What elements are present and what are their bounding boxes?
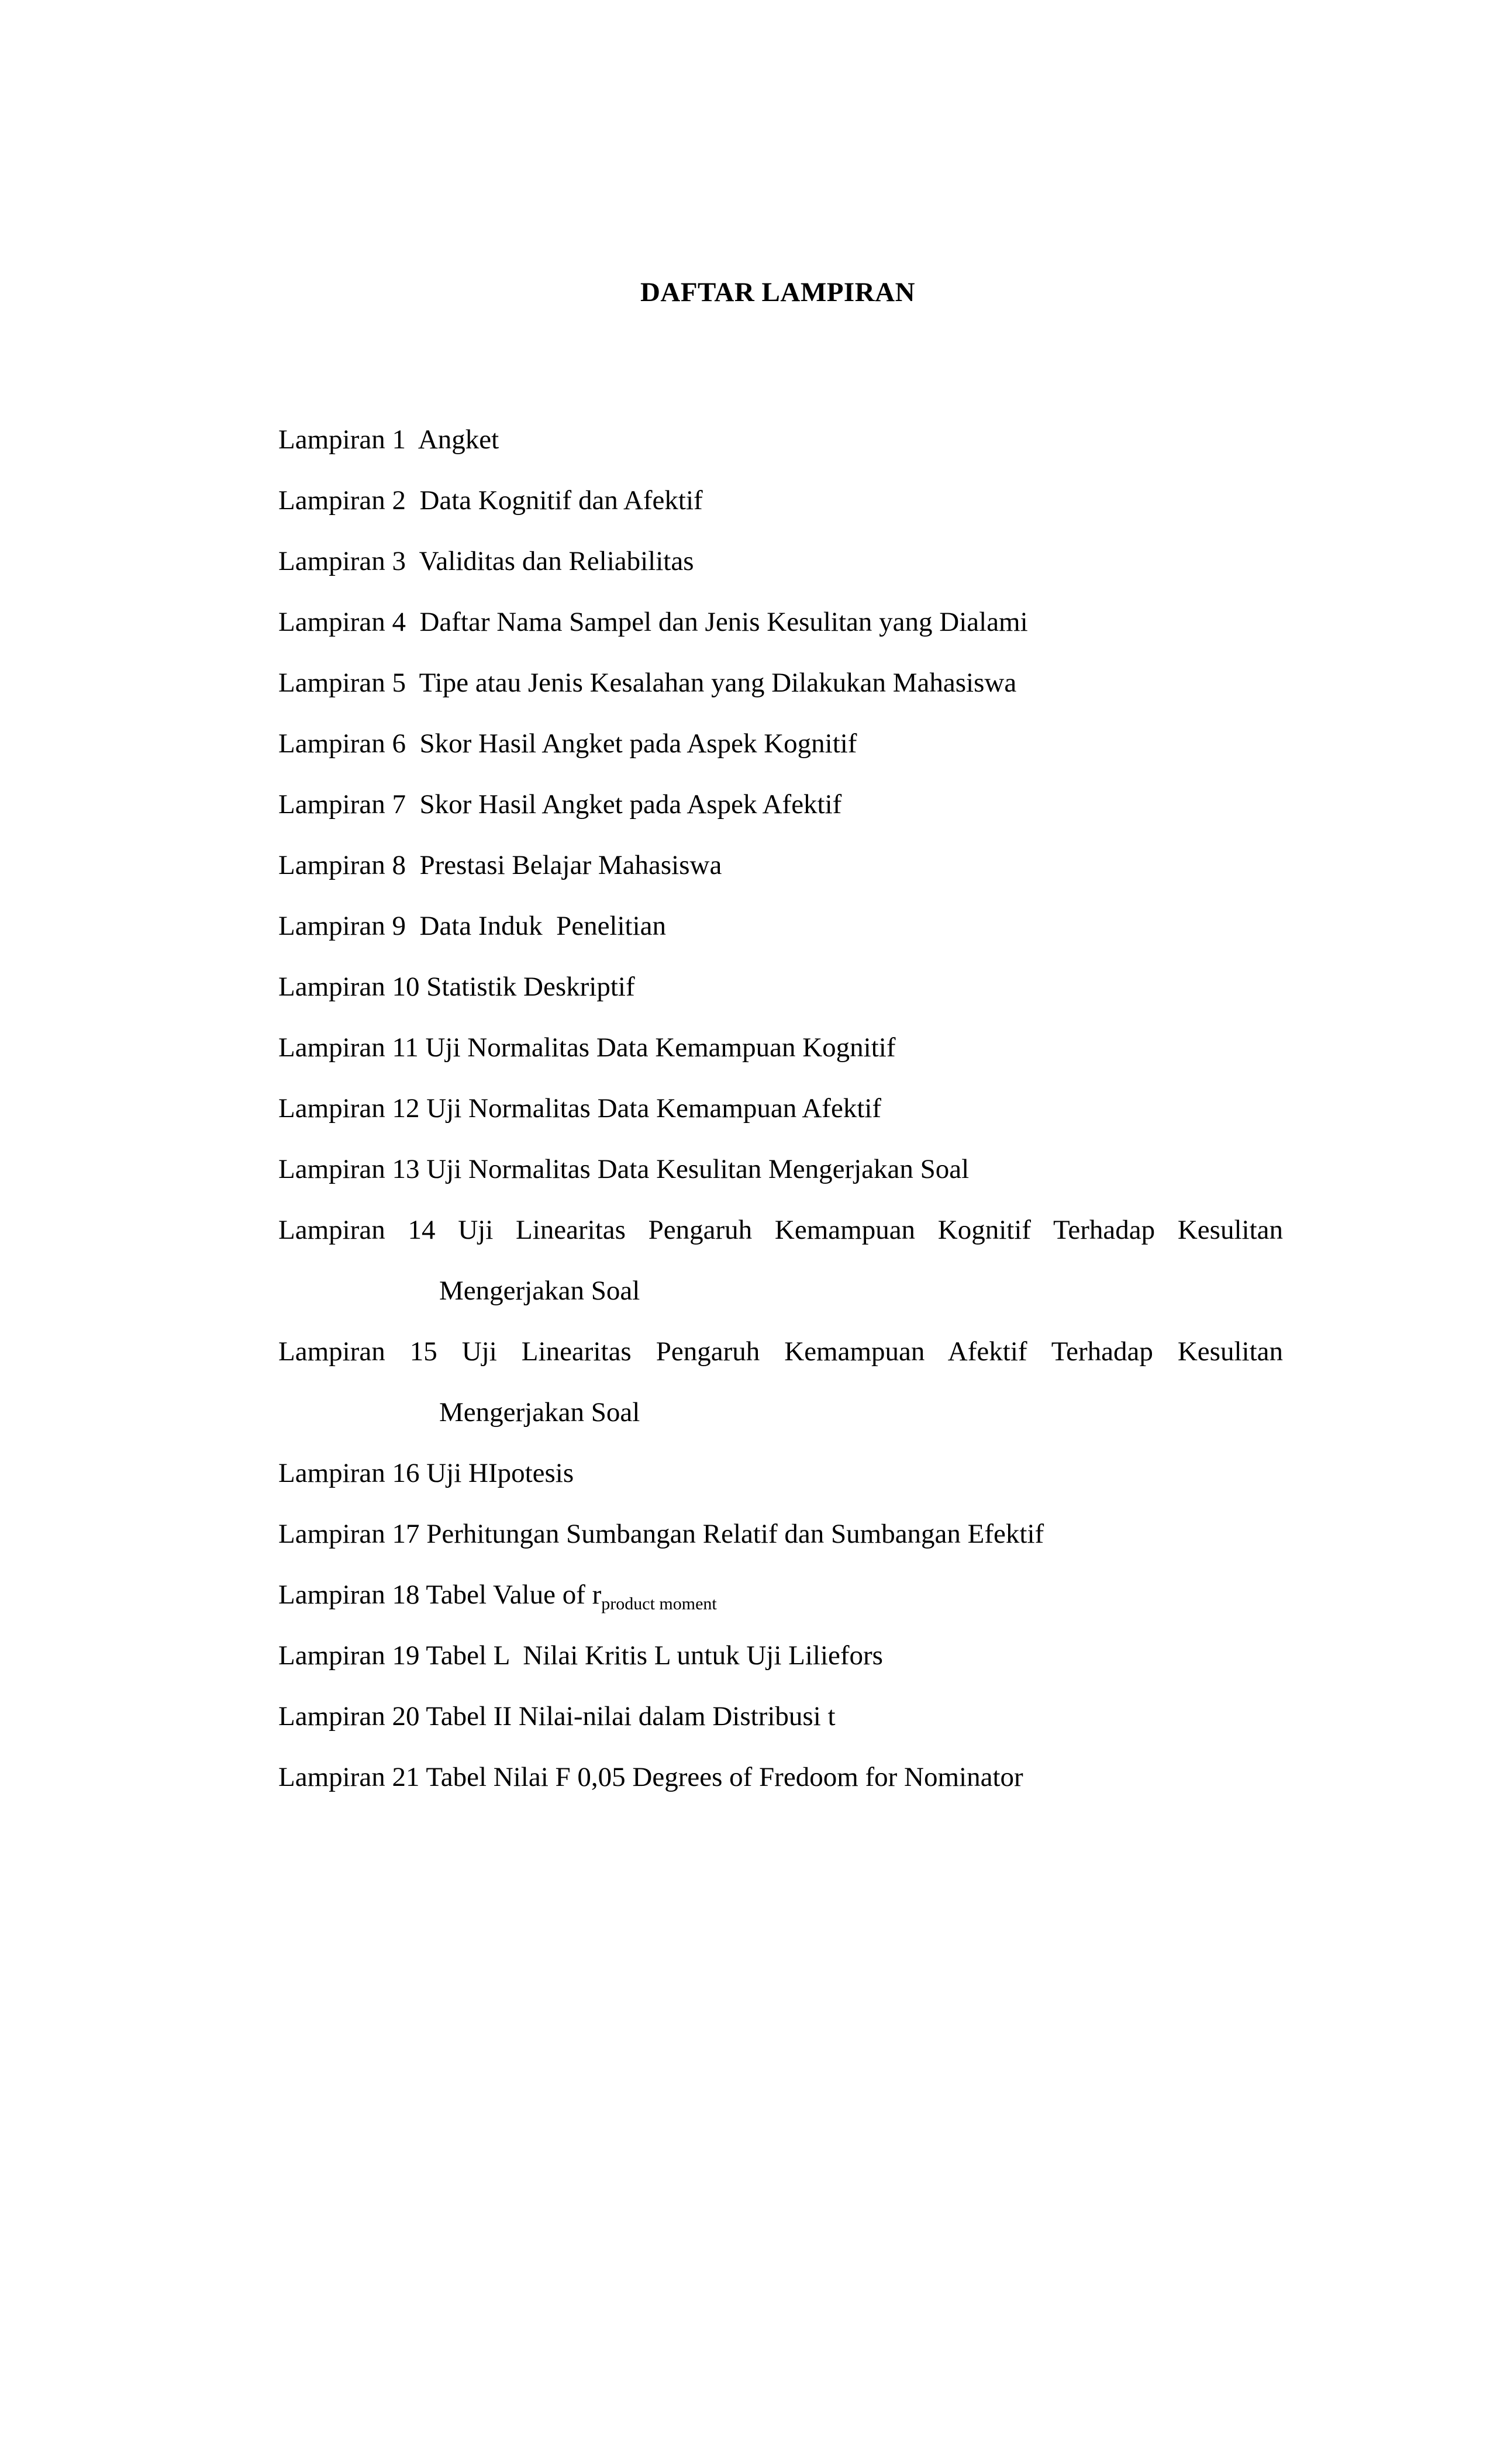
appendix-item-9: Lampiran 9 Data Induk Penelitian — [278, 911, 667, 941]
appendix-item-2: Lampiran 2 Data Kognitif dan Afektif — [278, 485, 703, 516]
appendix-item-13: Lampiran 13 Uji Normalitas Data Kesulitan Mengerjakan Soal — [278, 1154, 970, 1184]
appendix-item-4: Lampiran 4 Daftar Nama Sampel dan Jenis Kesulitan yang Dialami — [278, 607, 1028, 637]
appendix-item-5: Lampiran 5 Tipe atau Jenis Kesalahan yang Dilakukan Mahasiswa — [278, 668, 1017, 698]
appendix-item-14-continuation: Mengerjakan Soal — [439, 1276, 640, 1306]
page-title: DAFTAR LAMPIRAN — [640, 277, 916, 307]
appendix-item-15-continuation: Mengerjakan Soal — [439, 1397, 640, 1428]
appendix-item-3: Lampiran 3 Validitas dan Reliabilitas — [278, 546, 694, 576]
appendix-item-11: Lampiran 11 Uji Normalitas Data Kemampuan Kognitif — [278, 1032, 896, 1063]
appendix-item-18-subscript: product moment — [601, 1594, 717, 1613]
appendix-item-18 — [278, 1564, 1283, 1625]
appendix-item-8: Lampiran 8 Prestasi Belajar Mahasiswa — [278, 850, 722, 880]
appendix-item-19: Lampiran 19 Tabel L Nilai Kritis L untuk Uji Liliefors — [278, 1640, 883, 1671]
appendix-item-12: Lampiran 12 Uji Normalitas Data Kemampuan Afektif — [278, 1093, 882, 1124]
appendix-item-7: Lampiran 7 Skor Hasil Angket pada Aspek Afektif — [278, 789, 842, 820]
appendix-list — [278, 409, 1283, 1808]
appendix-item-18-label: Lampiran 18 Tabel Value of r — [278, 1580, 602, 1610]
appendix-item-20: Lampiran 20 Tabel II Nilai-nilai dalam Distribusi t — [278, 1701, 836, 1732]
appendix-item-10: Lampiran 10 Statistik Deskriptif — [278, 972, 635, 1002]
appendix-item-6: Lampiran 6 Skor Hasil Angket pada Aspek Kognitif — [278, 728, 857, 759]
appendix-item-1: Lampiran 1 Angket — [278, 424, 499, 455]
appendix-item-17: Lampiran 17 Perhitungan Sumbangan Relatif dan Sumbangan Efektif — [278, 1519, 1044, 1549]
appendix-item-21: Lampiran 21 Tabel Nilai F 0,05 Degrees of Fredoom for Nominator — [278, 1762, 1023, 1792]
appendix-item-15: Lampiran 15 Uji Linearitas Pengaruh Kemampuan Afektif Terhadap Kesulitan — [278, 1336, 1283, 1367]
appendix-item-14: Lampiran 14 Uji Linearitas Pengaruh Kemampuan Kognitif Terhadap Kesulitan — [278, 1215, 1283, 1245]
appendix-item-16: Lampiran 16 Uji HIpotesis — [278, 1458, 574, 1488]
